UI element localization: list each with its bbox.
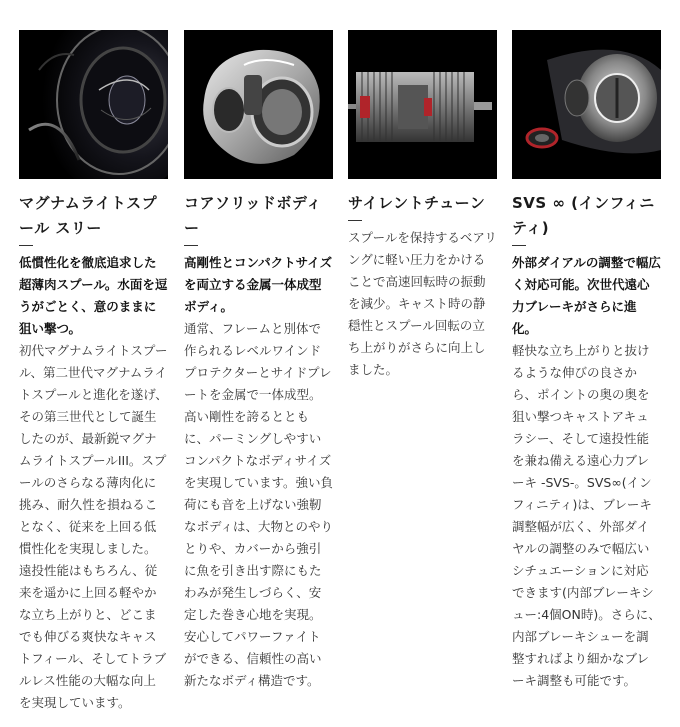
- spool-shaft-illustration: [348, 30, 497, 179]
- body-frame-illustration: [184, 30, 333, 179]
- title-divider: [19, 245, 33, 246]
- feature-title: サイレントチューン: [348, 194, 486, 212]
- title-divider: [512, 245, 526, 246]
- body-frame-photo: [184, 30, 333, 179]
- brake-dial-photo: [512, 30, 661, 179]
- feature-lead: 高剛性とコンパクトサイズを両立する金属一体成型ボディ。: [184, 255, 333, 314]
- feature-column-magnumlite: [19, 30, 168, 714]
- spool-shaft-photo: [348, 30, 497, 179]
- spool-photo: [19, 30, 168, 179]
- feature-title: コアソリッドボディー: [184, 194, 322, 237]
- feature-column-core-solid-body: [184, 30, 333, 692]
- feature-column-silent-tune: [348, 30, 497, 381]
- feature-body: 軽快な立ち上がりと抜けるような伸びの良さから、ポイントの奥の奥を狙い撃つキャストアキュラシー、そして遠投性能を兼ね備える遠心力ブレーキ -SVS-。SVS∞(インフィニティ)は、ブレーキ調整幅が広く、外部ダイヤルの調整のみで幅広いシチュエーションに対応できます(内部ブレーキシュー:4個ON時)。さらに、内部ブレーキシューを調整すればより細かなブレーキ調整も可能です。: [512, 343, 661, 688]
- title-divider: [348, 220, 362, 221]
- feature-title: SVS ∞ (インフィニティ): [512, 194, 655, 237]
- feature-lead: 外部ダイアルの調整で幅広く対応可能。次世代遠心力ブレーキがさらに進化。: [512, 255, 661, 336]
- feature-column-svs-infinity: [512, 30, 661, 692]
- feature-body: 通常、フレームと別体で作られるレベルワインドプロテクターとサイドプレートを金属で一体成型。高い剛性を誇るとともに、パーミングしやすいコンパクトなボディサイズを実現しています。強い負荷にも音を上げない強靭なボディは、大物とのやりとりや、カバーから強引に魚を引き出す際にもたわみが発生しづらく、安定した巻き心地を実現。安心してパワーファイトができる、信頼性の高い新たなボディ構造です。: [184, 321, 334, 688]
- spool-illustration: [19, 30, 168, 179]
- brake-dial-illustration: [512, 30, 661, 179]
- title-divider: [184, 245, 198, 246]
- feature-title: マグナムライトスプール スリー: [19, 194, 158, 237]
- feature-body: 初代マグナムライトスプール、第二世代マグナムライトスプールと進化を遂げ、その第三世代として誕生したのが、最新鋭マグナムライトスプールIII。スプールのさらなる薄肉化に挑み、耐久性を損ねることなく、従来を上回る低慣性化を実現しました。遠投性能はもちろん、従来を遥かに上回る軽やかな立ち上がりと、どこまでも伸びる爽快なキャストフィール、そしてトラブルレス性能の大幅な向上を実現しています。: [19, 343, 168, 710]
- feature-body: スプールを保持するベアリングに軽い圧力をかけることで高速回転時の振動を減少。キャスト時の静穏性とスプール回転の立ち上がりがさらに向上しました。: [348, 230, 497, 377]
- feature-lead: 低慣性化を徹底追求した超薄肉スプール。水面を逗うがごとく、意のままに狙い撃つ。: [19, 255, 168, 336]
